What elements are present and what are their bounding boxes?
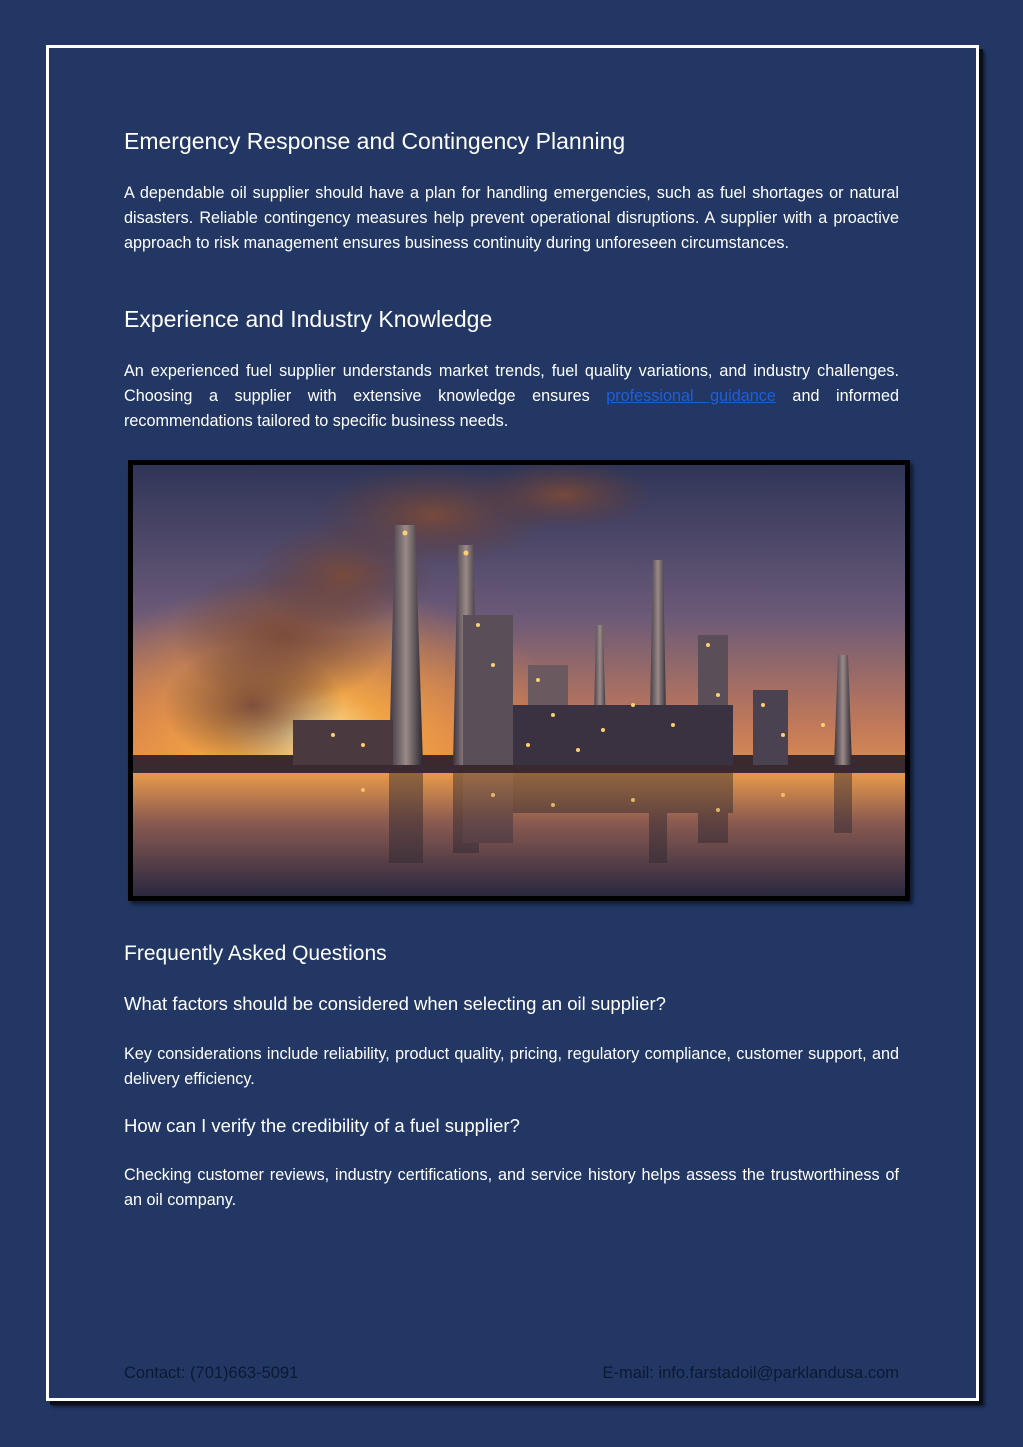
- experience-heading: Experience and Industry Knowledge: [124, 306, 493, 332]
- faq-item-1: [124, 991, 899, 1017]
- faq-answer-2-container: [124, 1163, 899, 1213]
- emergency-section: [124, 126, 899, 156]
- experience-body-start: An experienced fuel supplier understands market trends, fuel quality variations, and industry challenges. Choosing a supplier with extensive knowledge ensures: [124, 362, 899, 405]
- emergency-body-container: [124, 181, 899, 256]
- faq-item-2: [124, 1113, 899, 1139]
- refinery-image: [128, 460, 910, 901]
- faq-section: [124, 939, 899, 969]
- faq-answer-1: Key considerations include reliability, product quality, pricing, regulatory compliance, customer support, and delivery efficiency.: [124, 1045, 899, 1088]
- experience-body: [124, 359, 899, 434]
- refinery-illustration: [133, 465, 905, 896]
- experience-body-container: [124, 359, 899, 434]
- faq-heading: Frequently Asked Questions: [124, 942, 387, 965]
- footer-email[interactable]: E-mail: info.farstadoil@parklandusa.com: [602, 1364, 899, 1382]
- faq-question-2: How can I verify the credibility of a fuel supplier?: [124, 1115, 520, 1136]
- professional-guidance-link[interactable]: professional guidance: [606, 387, 776, 405]
- footer-contact: Contact: (701)663-5091: [124, 1364, 299, 1382]
- faq-answer-1-container: [124, 1042, 899, 1092]
- emergency-heading: Emergency Response and Contingency Planning: [124, 128, 626, 154]
- experience-body-end: and informed recommendations tailored to specific business needs.: [124, 387, 899, 430]
- faq-question-1: What factors should be considered when selecting an oil supplier?: [124, 993, 666, 1014]
- experience-section: [124, 304, 899, 334]
- emergency-body: A dependable oil supplier should have a plan for handling emergencies, such as fuel shortages or natural disasters. Reliable contingency measures help prevent operational disruptions. A supplier with a proactive approach to risk management ensures business continuity during unforeseen circumstances.: [124, 184, 899, 252]
- faq-answer-2: Checking customer reviews, industry certifications, and service history helps assess the trustworthiness of an oil company.: [124, 1166, 899, 1209]
